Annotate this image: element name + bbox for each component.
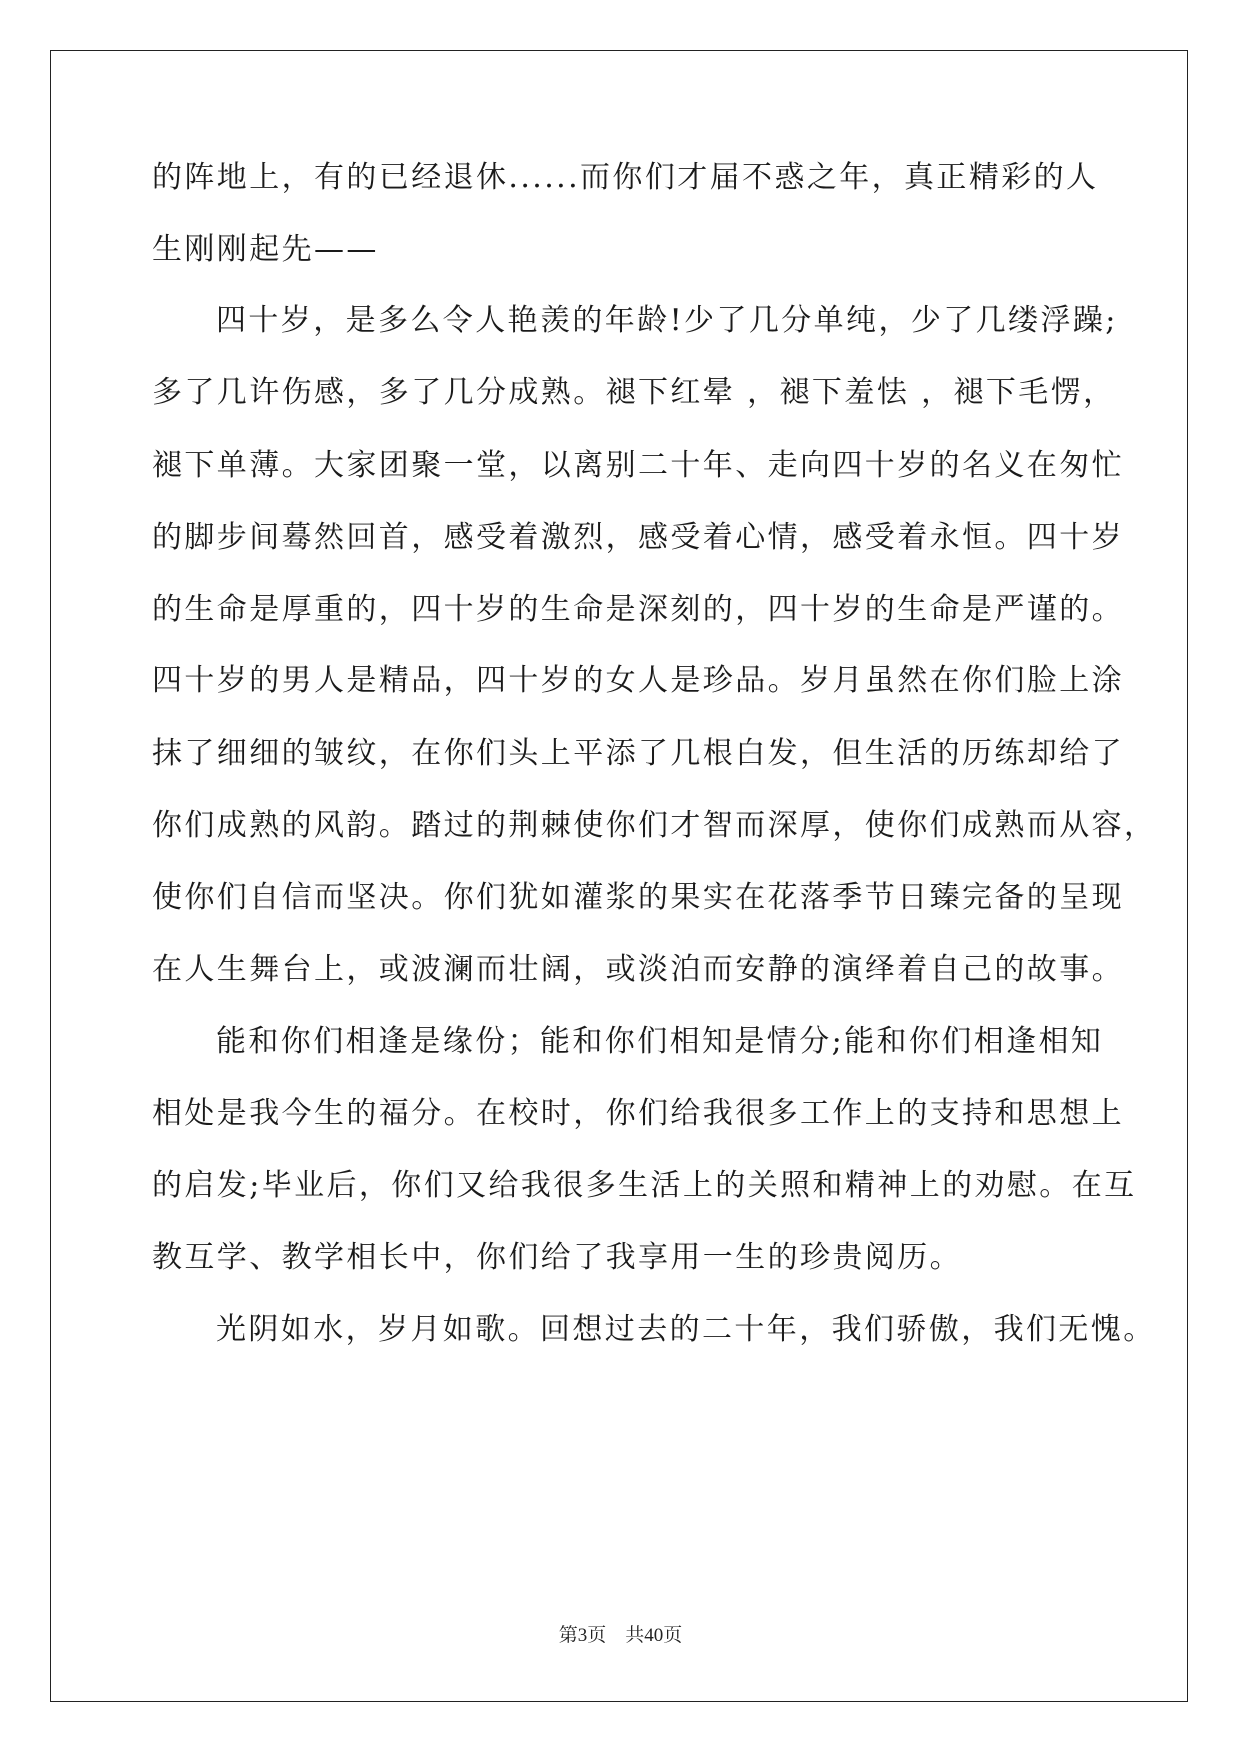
text-line: 的阵地上，有的已经退休......而你们才届不惑之年，真正精彩的人	[152, 160, 1099, 195]
text-line: 使你们自信而坚决。你们犹如灌浆的果实在花落季节日臻完备的呈现	[152, 880, 1124, 915]
text-line: 的脚步间蓦然回首，感受着激烈，感受着心情，感受着永恒。四十岁	[152, 520, 1124, 555]
text-line: 你们成熟的风韵。踏过的荆棘使你们才智而深厚，使你们成熟而从容，	[152, 808, 1157, 843]
text-line: 相处是我今生的福分。在校时，你们给我很多工作上的支持和思想上	[152, 1096, 1124, 1131]
page-border	[50, 50, 1188, 1702]
text-line: 多了几许伤感，多了几分成熟。褪下红晕 ，褪下羞怯 ，褪下毛愣，	[152, 375, 1116, 410]
paragraph-first-line: 光阴如水，岁月如歌。回想过去的二十年，我们骄傲，我们无愧。	[216, 1312, 1156, 1347]
paragraph-first-line: 四十岁，是多么令人艳羡的年龄!少了几分单纯，少了几缕浮躁;	[216, 303, 1118, 338]
page-footer: 第3页 共40页	[558, 1625, 683, 1646]
text-line: 的生命是厚重的，四十岁的生命是深刻的，四十岁的生命是严谨的。	[152, 592, 1124, 627]
text-line: 生刚刚起先——	[152, 232, 379, 267]
text-line: 的启发;毕业后，你们又给我很多生活上的关照和精神上的劝慰。在互	[152, 1168, 1137, 1203]
text-line: 抹了细细的皱纹，在你们头上平添了几根白发，但生活的历练却给了	[152, 736, 1124, 771]
text-line: 四十岁的男人是精品，四十岁的女人是珍品。岁月虽然在你们脸上涂	[152, 663, 1124, 698]
text-line: 褪下单薄。大家团聚一堂，以离别二十年、走向四十岁的名义在匆忙	[152, 448, 1124, 483]
text-line: 在人生舞台上，或波澜而壮阔，或淡泊而安静的演绎着自己的故事。	[152, 952, 1124, 987]
paragraph-first-line: 能和你们相逢是缘份；能和你们相知是情分;能和你们相逢相知	[216, 1024, 1104, 1059]
text-line: 教互学、教学相长中，你们给了我享用一生的珍贵阅历。	[152, 1240, 962, 1275]
